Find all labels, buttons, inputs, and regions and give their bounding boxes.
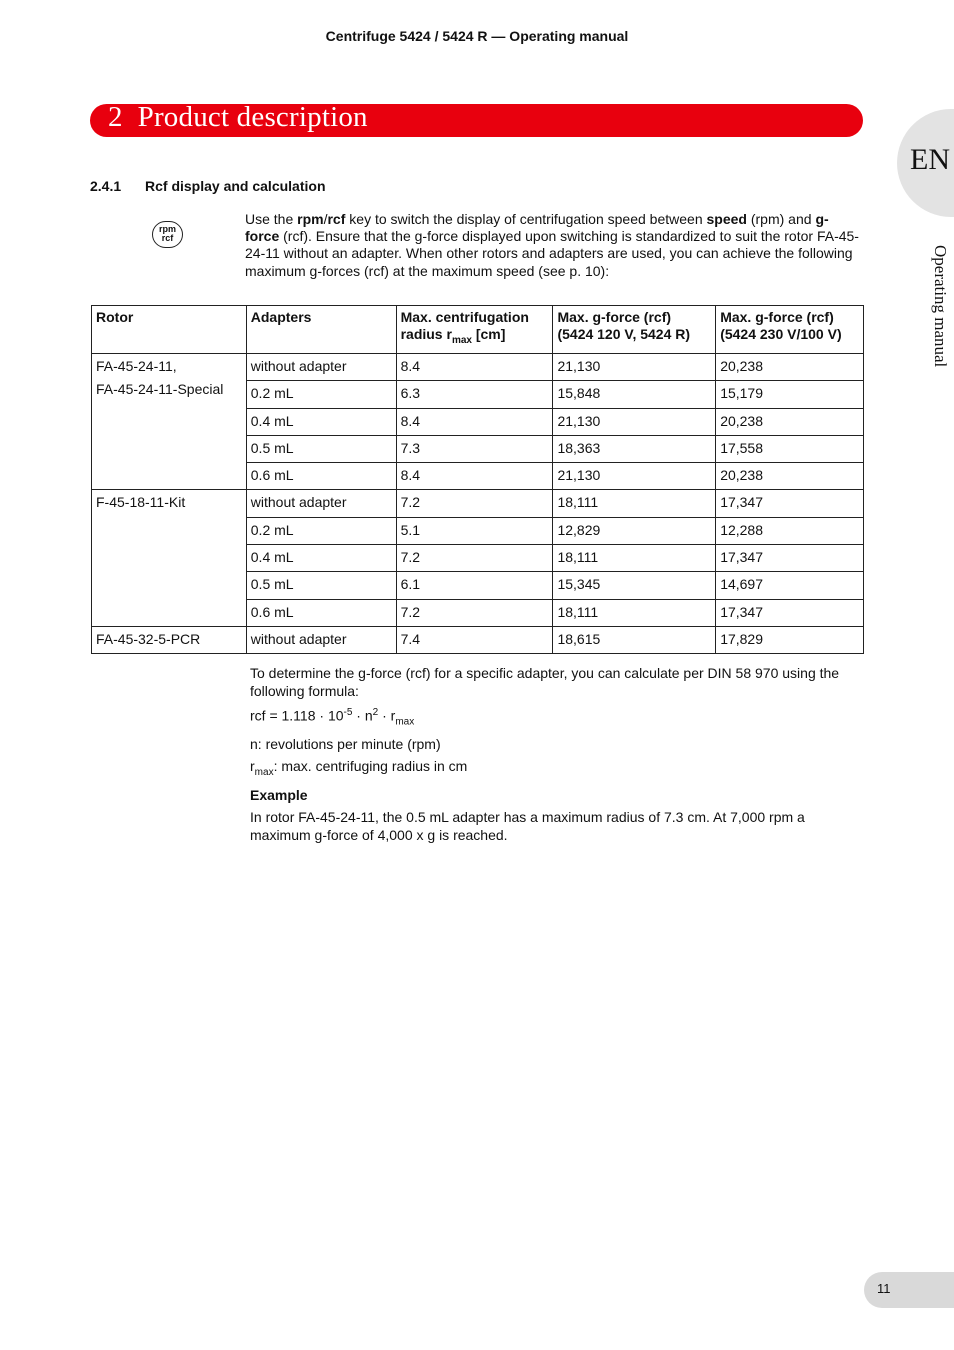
section-heading (90, 178, 326, 194)
def-text: : max. centrifuging radius in cm (273, 758, 468, 775)
rotor-name: FA-45-24-11-Special (96, 381, 224, 397)
def-subscript: max (254, 767, 274, 779)
gforce-120-cell: 18,111 (553, 490, 716, 517)
section-number: 2.4.1 (90, 178, 122, 194)
intro-bold: rcf (327, 211, 346, 227)
intro-text: / (323, 211, 328, 227)
def-text: r (250, 758, 255, 775)
r-definition (250, 757, 862, 782)
radius-cell: 6.3 (396, 381, 553, 408)
header-text: Max. g-force (rcf) (720, 309, 834, 325)
example-text: In rotor FA-45-24-11, the 0.5 mL adapter has a maximum radius of 7.3 cm. At 7,000 rpm a maximum g-force of 4,000 x g is reached. (250, 809, 805, 844)
col-header-gforce-230 (716, 306, 864, 354)
chapter-name: Product description (137, 101, 368, 133)
formula-text: · n (352, 707, 373, 724)
intro-text: (rpm) and (746, 211, 816, 227)
gforce-120-cell: 12,829 (553, 517, 716, 544)
gforce-230-cell: 17,347 (716, 599, 864, 626)
radius-cell: 7.2 (396, 599, 553, 626)
gforce-230-cell: 17,347 (716, 490, 864, 517)
gforce-230-cell: 12,288 (716, 517, 864, 544)
adapter-cell: 0.4 mL (246, 545, 396, 572)
language-label: EN (910, 143, 950, 176)
intro-text: key to switch the display of centrifugation speed between (345, 211, 707, 227)
rotor-name: F-45-18-11-Kit (96, 494, 186, 511)
gforce-120-cell: 18,363 (553, 435, 716, 462)
side-label: Operating manual (931, 245, 950, 368)
formula-subscript: max (395, 716, 415, 728)
col-header-radius (396, 306, 553, 354)
adapter-cell: 0.4 mL (246, 408, 396, 435)
gforce-120-cell: 21,130 (553, 408, 716, 435)
header-subscript: max (451, 334, 472, 346)
table-row (92, 354, 864, 381)
rotor-name: FA-45-24-11, (96, 358, 177, 374)
adapter-cell: 0.6 mL (246, 599, 396, 626)
header-text: radius r (400, 326, 452, 342)
key-label-rpm: rpm (158, 224, 176, 234)
intro-text: Use the (245, 211, 298, 227)
formula-intro: To determine the g-force (rcf) for a specific adapter, you can calculate per DIN 58 970 using the following formula: (250, 665, 840, 699)
header-text: Max. g-force (rcf) (557, 309, 672, 325)
intro-bold: g-force (245, 211, 829, 245)
formula (250, 704, 862, 731)
running-header: Centrifuge 5424 / 5424 R — Operating manual (325, 28, 629, 44)
table-header-row (92, 306, 864, 354)
page-number: 11 (877, 1281, 891, 1296)
header-text: (5424 120 V, 5424 R) (557, 326, 691, 342)
radius-cell: 7.2 (396, 490, 553, 517)
radius-cell: 7.4 (396, 626, 553, 653)
rpm-rcf-key-icon (152, 221, 183, 248)
gforce-230-cell: 20,238 (716, 354, 864, 381)
gforce-230-cell: 17,347 (716, 545, 864, 572)
key-label-rcf: rcf (161, 233, 174, 243)
radius-cell: 7.2 (396, 545, 553, 572)
gforce-230-cell: 17,558 (716, 435, 864, 462)
formula-section (250, 664, 862, 844)
rotor-name: FA-45-32-5-PCR (96, 630, 201, 647)
language-tab (897, 109, 954, 217)
intro-bold: speed (706, 211, 747, 227)
radius-cell: 8.4 (396, 354, 553, 381)
rotor-cell (92, 354, 247, 490)
intro-text: (rcf). Ensure that the g-force displayed upon switching is standardized to suit the rotor FA-45-24-11 without an adapter. When other rotors and adapters are used, you can achieve the following maximum g-forces (rcf) at the maximum speed (see p. 10): (245, 228, 859, 279)
header-text: [cm] (471, 326, 506, 342)
adapter-cell: 0.2 mL (246, 517, 396, 544)
intro-paragraph (245, 211, 860, 280)
table-row (92, 626, 864, 653)
chapter-number: 2 (108, 101, 123, 133)
adapter-cell: 0.5 mL (246, 572, 396, 599)
intro-bold: rpm (297, 211, 324, 227)
chapter-banner (90, 101, 863, 137)
rotor-cell (92, 490, 247, 626)
gforce-230-cell: 20,238 (716, 463, 864, 490)
col-header-adapters: Adapters (246, 306, 396, 354)
adapter-cell: 0.2 mL (246, 381, 396, 408)
formula-exponent: -5 (343, 707, 353, 718)
radius-cell: 8.4 (396, 408, 553, 435)
gforce-120-cell: 15,848 (553, 381, 716, 408)
gforce-120-cell: 18,615 (553, 626, 716, 653)
gforce-table (91, 305, 864, 654)
adapter-cell: 0.5 mL (246, 435, 396, 462)
adapter-cell: without adapter (246, 354, 396, 381)
adapter-cell: without adapter (246, 490, 396, 517)
gforce-120-cell: 18,111 (553, 599, 716, 626)
formula-exponent: 2 (372, 707, 379, 718)
example-heading: Example (250, 787, 308, 804)
page-number-tab (864, 1272, 954, 1308)
radius-cell: 5.1 (396, 517, 553, 544)
gforce-120-cell: 18,111 (553, 545, 716, 572)
table-row (92, 490, 864, 517)
adapter-cell: 0.6 mL (246, 463, 396, 490)
n-definition: n: revolutions per minute (rpm) (250, 736, 441, 753)
gforce-120-cell: 15,345 (553, 572, 716, 599)
radius-cell: 6.1 (396, 572, 553, 599)
header-text: Max. centrifugation (400, 309, 529, 325)
header-text: (5424 230 V/100 V) (720, 326, 842, 342)
col-header-rotor: Rotor (92, 306, 247, 354)
gforce-230-cell: 15,179 (716, 381, 864, 408)
gforce-120-cell: 21,130 (553, 463, 716, 490)
gforce-120-cell: 21,130 (553, 354, 716, 381)
formula-text: rcf = 1.118 · 10 (250, 707, 344, 724)
adapter-cell: without adapter (246, 626, 396, 653)
gforce-230-cell: 17,829 (716, 626, 864, 653)
radius-cell: 8.4 (396, 463, 553, 490)
section-title: Rcf display and calculation (145, 178, 326, 194)
col-header-gforce-120 (553, 306, 716, 354)
radius-cell: 7.3 (396, 435, 553, 462)
gforce-230-cell: 14,697 (716, 572, 864, 599)
rotor-cell (92, 626, 247, 653)
formula-text: · r (378, 707, 396, 724)
chapter-title (108, 101, 368, 134)
gforce-230-cell: 20,238 (716, 408, 864, 435)
